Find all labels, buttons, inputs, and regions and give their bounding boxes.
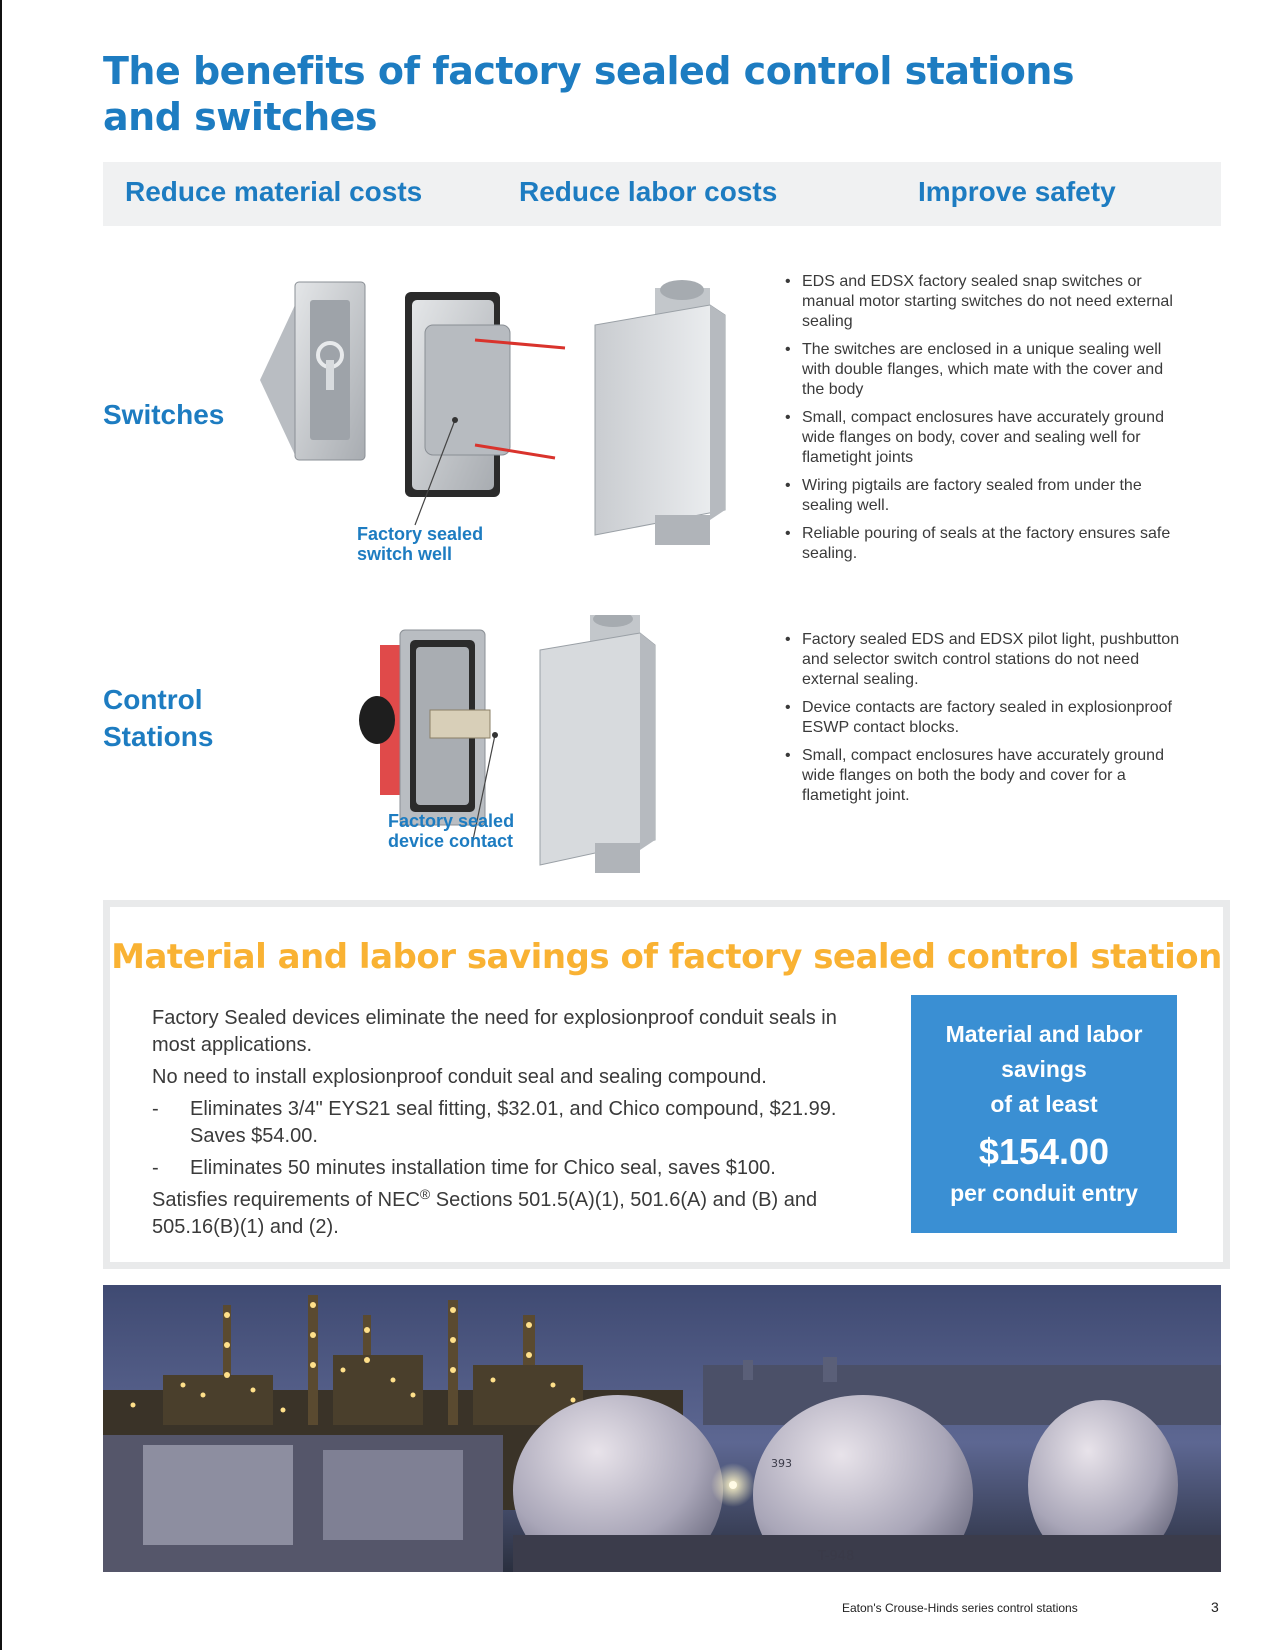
highlight-line: savings (1001, 1056, 1087, 1082)
savings-amount-caption: per conduit entry (950, 1180, 1138, 1206)
switch-well-callout-line1: Factory sealed (357, 524, 484, 544)
control-stations-bullet: • Device contacts are factory sealed in explosionproof ESWP contact blocks. (782, 698, 1182, 738)
benefit-safety: Improve safety (918, 176, 1116, 207)
control-stations-bullet: • Small, compact enclosures have accurately ground wide flanges on both the body and cover for a flametight joint. (782, 746, 1182, 806)
page-title: The benefits of factory sealed control stations and switches (103, 49, 1075, 139)
savings-highlight-box (911, 995, 1177, 1233)
tank-label-393: 393 (771, 1457, 792, 1470)
footer-series-text: Eaton's Crouse-Hinds series control stations (842, 1601, 1078, 1615)
switch-well-callout (357, 524, 483, 564)
control-stations-label-line2: Stations (103, 721, 214, 752)
benefit-material-costs: Reduce material costs (125, 176, 423, 207)
dash-marker: - (152, 1098, 159, 1120)
savings-dash-text: Eliminates 50 minutes installation time for Chico seal, saves $100. (190, 1157, 776, 1179)
highlight-line: of at least (990, 1091, 1098, 1117)
savings-paragraph: No need to install explosionproof conduit seal and sealing compound. (152, 1066, 767, 1088)
switches-bullet: • EDS and EDSX factory sealed snap switches or manual motor starting switches do not need external sealing (782, 272, 1177, 332)
switches-bullet: • Small, compact enclosures have accurately ground wide flanges on body, cover and sealing well for flametight joints (782, 408, 1177, 468)
switches-bullet: • Wiring pigtails are factory sealed from under the sealing well. (782, 476, 1177, 516)
device-contact-callout-line2: device contact (388, 831, 514, 851)
benefits-bar (103, 162, 1221, 226)
savings-body (152, 1005, 882, 1246)
nec-paragraph (152, 1187, 882, 1241)
savings-paragraph: Factory Sealed devices eliminate the need for explosionproof conduit seals in most applications. (152, 1007, 837, 1056)
benefit-labor-costs: Reduce labor costs (519, 176, 778, 207)
switch-well-callout-line2: switch well (357, 544, 453, 564)
control-stations-label (103, 681, 213, 755)
control-stations-label-line1: Control (103, 684, 203, 715)
switches-bullet: • Reliable pouring of seals at the factory ensures safe sealing. (782, 524, 1177, 564)
savings-heading: Material and labor savings of factory sealed control station (111, 937, 1222, 977)
page-edge-line (0, 0, 2, 1650)
savings-dash-item (152, 1096, 882, 1150)
control-stations-bullet: • Factory sealed EDS and EDSX pilot light, pushbutton and selector switch control stations do not need external sealing. (782, 630, 1182, 690)
device-contact-callout (388, 811, 514, 851)
registered-mark: ® (419, 1186, 431, 1202)
dash-marker: - (152, 1157, 159, 1179)
savings-amount: $154.00 (978, 1131, 1110, 1172)
savings-dash-text: Eliminates 3/4" EYS21 seal fitting, $32.01, and Chico compound, $21.99. Saves $54.00. (190, 1098, 837, 1147)
switches-bullet-list (782, 272, 1177, 572)
switches-bullet: • The switches are enclosed in a unique sealing well with double flanges, which mate with the cover and the body (782, 340, 1177, 400)
tank-label-t948: T-948 (818, 1549, 855, 1564)
switches-label: Switches (103, 399, 225, 430)
savings-box (103, 900, 1230, 1269)
highlight-line: Material and labor (945, 1021, 1143, 1047)
nec-text-a: Satisfies requirements of NEC (152, 1189, 420, 1211)
savings-dash-item (152, 1155, 882, 1182)
page-number: 3 (1211, 1599, 1219, 1615)
device-contact-callout-line1: Factory sealed (388, 811, 515, 831)
refinery-night-photo (103, 1285, 1221, 1572)
switch-product-illustration (250, 270, 770, 570)
control-stations-bullet-list (782, 630, 1182, 814)
nec-text-b: Sections 501.5(A)(1), 501.6(A) and (B) and 505.16(B)(1) and (2). (152, 1189, 818, 1238)
